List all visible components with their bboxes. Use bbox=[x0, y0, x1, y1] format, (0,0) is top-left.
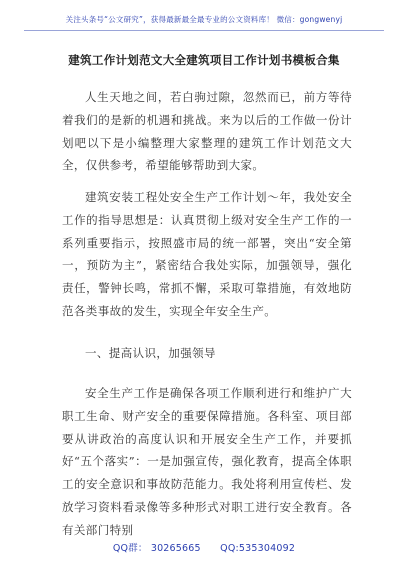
header-divider bbox=[24, 30, 384, 31]
document-title: 建筑工作计划范文大全建筑项目工作计划书模板合集 bbox=[68, 53, 340, 67]
paragraph-safety-work: 安全生产工作是确保各项工作顺利进行和维护广大职工生命、财产安全的重要保障措施。各科室、项目部要从讲政治的高度认识和开展安全生产工作，并要抓好“五个落实”：一是加强宣传，强化教育，提高全体职工的安全意识和事故防范能力。我处将利用宣传栏、发放学习资料看录像等多种形式对职工进行安全教育。各有关部门特别 bbox=[62, 386, 352, 537]
header-note: 关注头条号“公文研究”，获得最新最全最专业的公文资料库！ 微信：gongwenyj bbox=[65, 15, 343, 24]
paragraph-intro: 人生天地之间，若白驹过隙，忽然而已，前方等待着我们的是新的机遇和挑战。来为以后的工作做一份计划吧以下是小编整理大家整理的建筑工作计划范文大全，仅供参考，希望能够帮助到大家。 bbox=[62, 90, 352, 173]
paragraph-guiding-ideology: 建筑安装工程处安全生产工作计划～年，我处安全工作的指导思想是：认真贯彻上级对安全生产工作的一系列重要指示，按照盛市局的统一部署，突出“安全第一，预防为主”，紧密结合我处实际，加强领导，强化责任，警钟长鸣，常抓不懈，采取可靠措施，有效地防范各类事故的发生，实现全年安全生产。 bbox=[62, 190, 352, 318]
footer-contact: QQ群： 30265665 QQ:535304092 bbox=[112, 543, 296, 554]
section-heading: 一、提高认识，加强领导 bbox=[85, 346, 216, 360]
